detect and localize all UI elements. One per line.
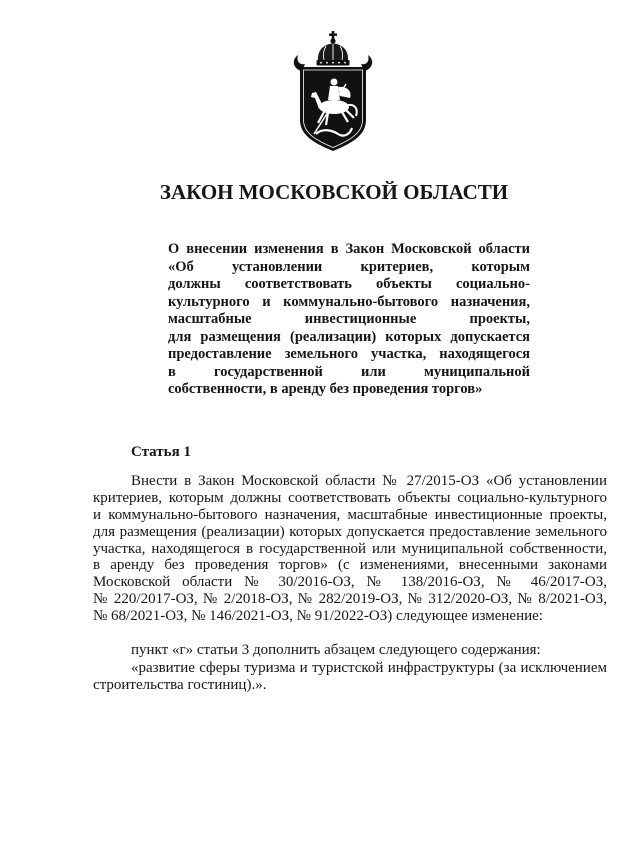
paragraph-line: для размещения (реализации) которых допускается предоставление земельного: [93, 523, 607, 540]
subtitle-line: «Об установлении критериев, которым: [168, 258, 530, 275]
paragraph-line: критериев, которым должны соответствовать объекты социально-культурного: [93, 489, 607, 506]
paragraph-line: участка, находящегося в государственной или муниципальной собственности,: [93, 540, 607, 557]
subtitle-line: предоставление земельного участка, находящегося: [168, 346, 530, 362]
paragraph-line: и коммунально-бытового назначения, масштабные инвестиционные проекты,: [93, 506, 607, 523]
paragraph-line: пункт «г» статьи 3 дополнить абзацем следующего содержания:: [131, 642, 541, 658]
paragraph-1: [93, 473, 607, 625]
coat-of-arms-icon: [288, 30, 378, 154]
subtitle-line: в государственной или муниципальной: [168, 363, 530, 380]
coat-of-arms-svg: [288, 30, 378, 154]
paragraph-line: строительства гостиниц).».: [93, 677, 267, 693]
paragraph-line: № 220/2017-ОЗ, № 2/2018-ОЗ, № 282/2019-ОЗ, № 312/2020-ОЗ, № 8/2021-ОЗ,: [93, 591, 607, 608]
paragraph-line: № 68/2021-ОЗ, № 146/2021-ОЗ, № 91/2022-ОЗ) следующее изменение:: [93, 608, 543, 625]
document-title: ЗАКОН МОСКОВСКОЙ ОБЛАСТИ: [159, 180, 509, 204]
paragraph-line: Московской области № 30/2016-ОЗ, № 138/2016-ОЗ, № 46/2017-ОЗ,: [93, 574, 607, 591]
paragraph-line: в аренду без проведения торгов» (с изменениями, внесенными законами: [93, 557, 607, 574]
subtitle-line: О внесении изменения в Закон Московской области: [168, 241, 530, 257]
paragraph-2: [93, 642, 607, 695]
crown: [317, 31, 350, 66]
article-heading: Статья 1: [131, 444, 191, 460]
subtitle-line: культурного и коммунально-бытового назначения,: [168, 293, 530, 310]
paragraph-line: Внести в Закон Московской области № 27/2015-ОЗ «Об установлении: [131, 473, 607, 489]
subtitle-line: для размещения (реализации) которых допускается: [168, 328, 530, 345]
subtitle-line: должны соответствовать объекты социально-: [168, 276, 530, 292]
document-subtitle: [168, 241, 530, 399]
paragraph-line: «развитие сферы туризма и туристской инфраструктуры (за исключением: [131, 659, 607, 676]
subtitle-line: собственности, в аренду без проведения торгов»: [168, 381, 483, 397]
subtitle-line: масштабные инвестиционные проекты,: [168, 311, 530, 327]
